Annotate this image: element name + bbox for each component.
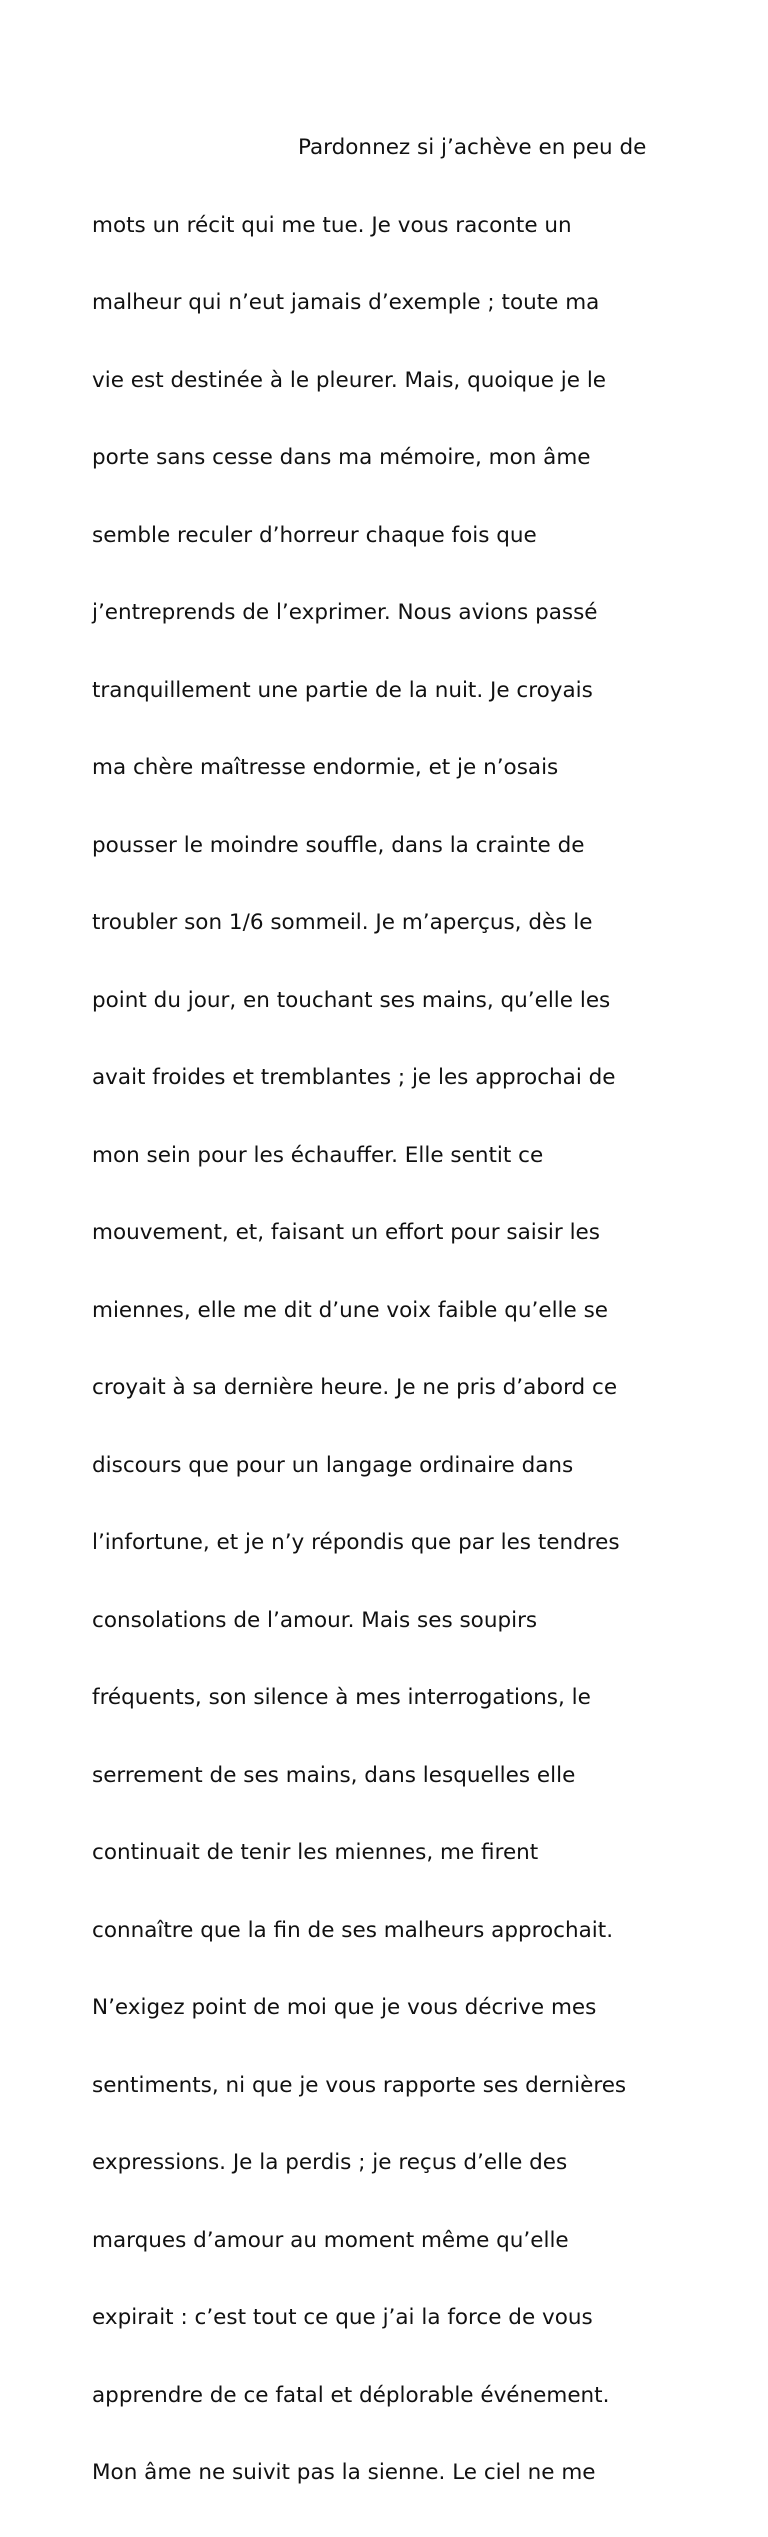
text-line: croyait à sa dernière heure. Je ne pris d’abord ce xyxy=(92,1375,618,1400)
text-line: consolations de l’amour. Mais ses soupirs xyxy=(92,1607,538,1633)
text-line: expressions. Je la perdis ; je reçus d’elle des xyxy=(92,2150,568,2175)
text-line: porte sans cesse dans ma mémoire, mon âme xyxy=(92,445,591,470)
text-line: Pardonnez si j’achève en peu de xyxy=(298,135,647,160)
text-line: j’entreprends de l’exprimer. Nous avions passé xyxy=(92,600,598,625)
text-line: malheur qui n’eut jamais d’exemple ; toute ma xyxy=(92,290,600,315)
text-line: continuait de tenir les miennes, me firent xyxy=(92,1840,539,1865)
text-line: l’infortune, et je n’y répondis que par les tendres xyxy=(92,1530,620,1555)
text-line: serrement de ses mains, dans lesquelles elle xyxy=(92,1762,576,1788)
text-line: pousser le moindre souffle, dans la crainte de xyxy=(92,832,585,858)
text-line: Mon âme ne suivit pas la sienne. Le ciel ne me xyxy=(92,2460,596,2485)
text-line: vie est destinée à le pleurer. Mais, quoique je le xyxy=(92,367,607,393)
text-line: connaître que la fin de ses malheurs approchait. xyxy=(92,1917,614,1943)
text-line: tranquillement une partie de la nuit. Je croyais xyxy=(92,677,593,703)
text-line: troubler son 1/6 sommeil. Je m’aperçus, dès le xyxy=(92,910,593,935)
text-line: point du jour, en touchant ses mains, qu’elle les xyxy=(92,987,611,1013)
body-text xyxy=(92,84,692,2537)
text-line: mouvement, et, faisant un effort pour saisir les xyxy=(92,1220,600,1245)
text-line: sentiments, ni que je vous rapporte ses dernières xyxy=(92,2072,627,2098)
text-line: discours que pour un langage ordinaire dans xyxy=(92,1452,574,1478)
text-line: apprendre de ce fatal et déplorable événement. xyxy=(92,2382,610,2408)
text-line: expirait : c’est tout ce que j’ai la force de vous xyxy=(92,2305,593,2330)
text-line: miennes, elle me dit d’une voix faible qu’elle se xyxy=(92,1297,608,1323)
text-line: fréquents, son silence à mes interrogations, le xyxy=(92,1685,591,1710)
text-line: marques d’amour au moment même qu’elle xyxy=(92,2227,569,2253)
text-line: avait froides et tremblantes ; je les approchai de xyxy=(92,1065,616,1090)
text-line: N’exigez point de moi que je vous décrive mes xyxy=(92,1995,597,2020)
text-line: mon sein pour les échauffer. Elle sentit ce xyxy=(92,1142,544,1168)
text-line: mots un récit qui me tue. Je vous raconte un xyxy=(92,212,572,238)
text-line: ma chère maîtresse endormie, et je n’osais xyxy=(92,755,559,780)
text-line: semble reculer d’horreur chaque fois que xyxy=(92,522,537,548)
